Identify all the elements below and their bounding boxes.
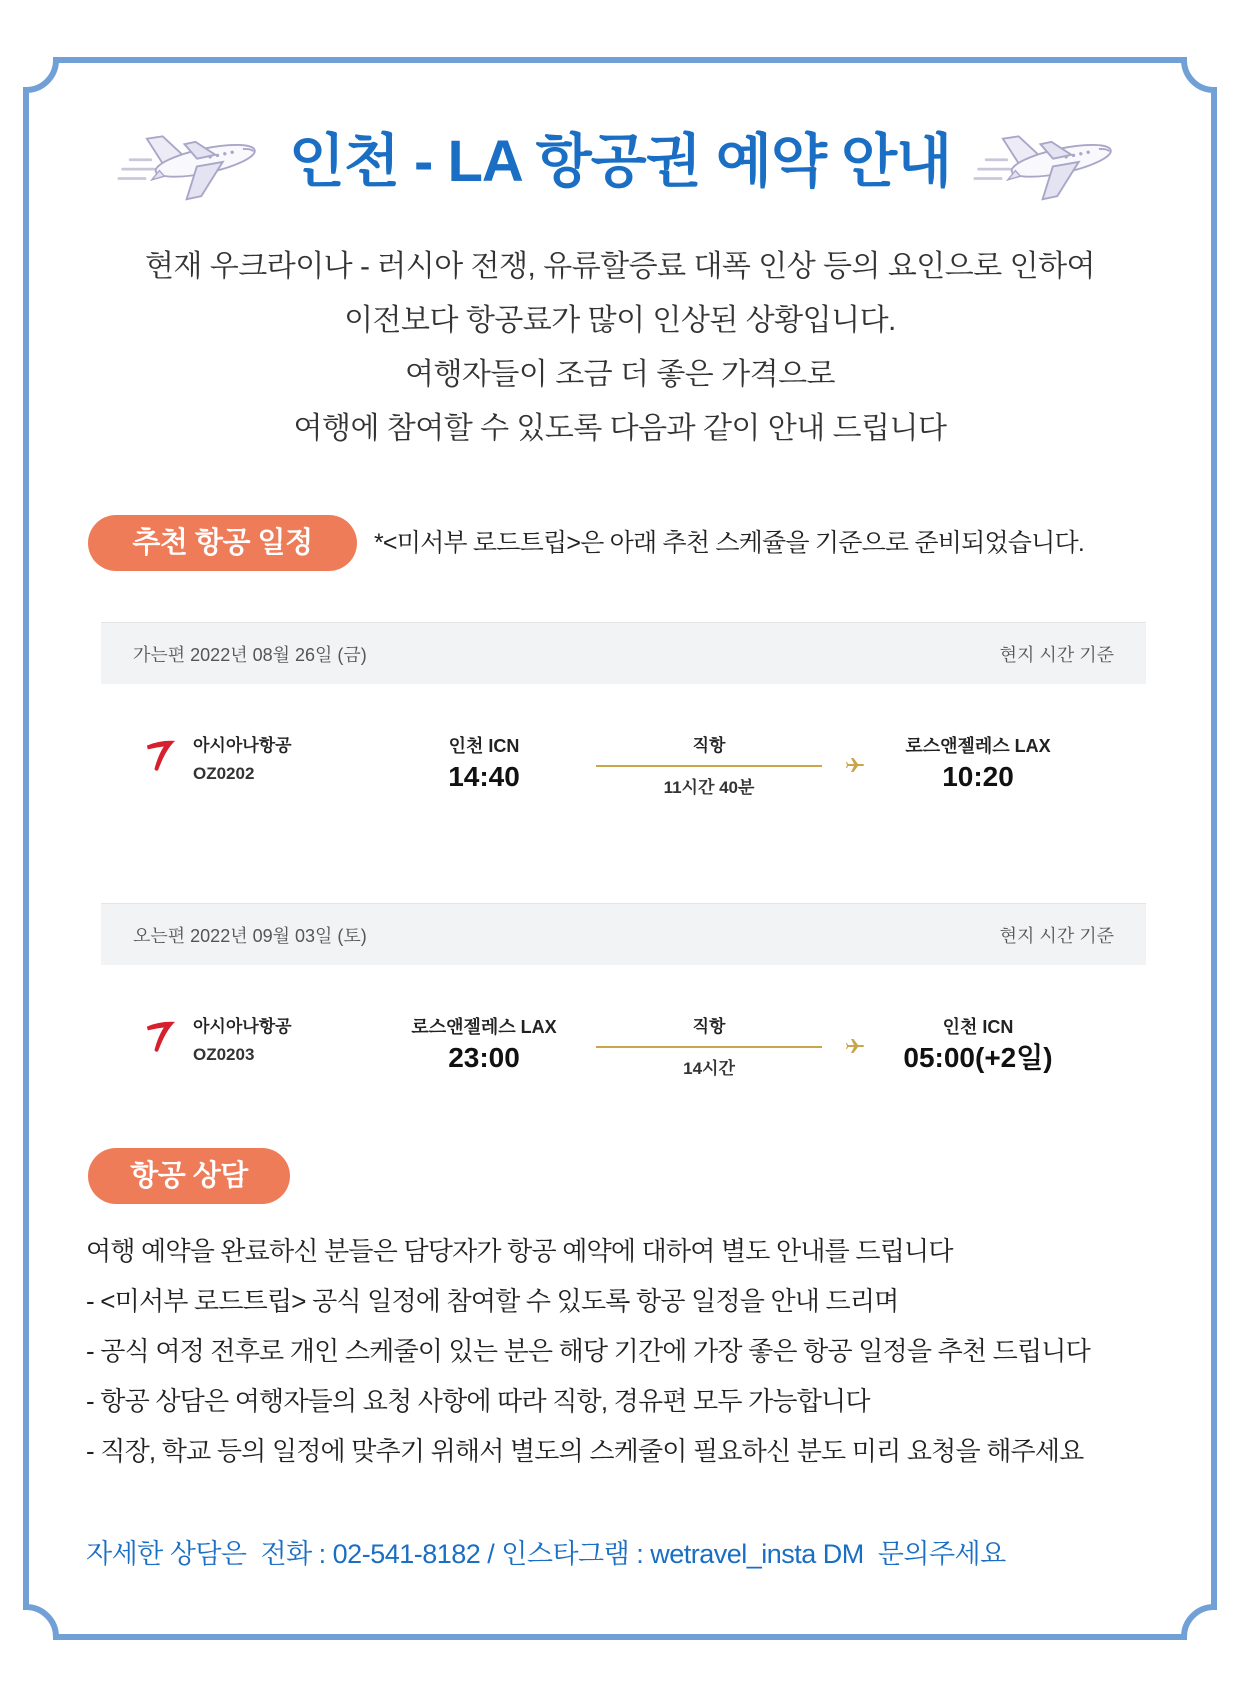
asiana-logo-icon: [145, 1019, 177, 1053]
consult-line: - 직장, 학교 등의 일정에 맞추기 위해서 별도의 스케줄이 필요하신 분도 미리 요청을 해주세요: [86, 1436, 1084, 1466]
intro-paragraph: [60, 240, 1180, 456]
consult-badge: 항공 상담: [88, 1148, 290, 1204]
airplane-illustration-right-icon: [973, 109, 1123, 203]
departure-time: 14:40: [448, 761, 520, 792]
flight-duration: 11시간 40분: [663, 778, 755, 797]
contact-footer: 자세한 상담은 전화 : 02-541-8182 / 인스타그램 : wetravel_insta DM 문의주세요: [86, 1539, 1006, 1569]
route-line: [596, 765, 822, 767]
flight-header-return: [101, 903, 1146, 965]
title-row: [60, 106, 1180, 206]
plane-icon: [846, 1036, 866, 1056]
arrival: [868, 734, 1088, 794]
flight-row-outbound: [101, 728, 1146, 816]
recommend-badge: 추천 항공 일정: [88, 515, 357, 571]
flight-date-label: 가는편 2022년 08월 26일 (금): [133, 644, 367, 665]
consult-line: 여행 예약을 완료하신 분들은 담당자가 항공 예약에 대하여 별도 안내를 드립니다: [86, 1236, 953, 1266]
recommend-note: *<미서부 로드트립>은 아래 추천 스케쥴을 기준으로 준비되었습니다.: [374, 529, 1085, 557]
airline-info: [193, 734, 373, 786]
airline-name: 아시아나항공: [193, 1017, 292, 1036]
page-title: 인천 - LA 항공권 예약 안내: [288, 129, 952, 194]
airplane-illustration-left-icon: [117, 109, 267, 203]
route-info: [596, 734, 822, 797]
flight-number: OZ0202: [193, 764, 255, 783]
arrival-time: 05:00(+2일): [903, 1042, 1053, 1073]
route-info: [596, 1015, 822, 1078]
departure-airport: 인천 ICN: [448, 736, 520, 756]
intro-line: 여행자들이 조금 더 좋은 가격으로: [404, 358, 836, 391]
plane-icon: [846, 755, 866, 775]
arrival-time: 10:20: [942, 761, 1014, 792]
arrival-airport: 인천 ICN: [942, 1017, 1014, 1037]
arrival-airport: 로스앤젤레스 LAX: [905, 736, 1051, 756]
airline-info: [193, 1015, 373, 1067]
flight-number: OZ0203: [193, 1045, 255, 1064]
consult-description: [86, 1226, 1198, 1476]
departure-airport: 로스앤젤레스 LAX: [411, 1017, 557, 1037]
flight-header-outbound: [101, 622, 1146, 684]
intro-line: 현재 우크라이나 - 러시아 전쟁, 유류할증료 대폭 인상 등의 요인으로 인하여: [144, 250, 1096, 283]
route-type: 직항: [692, 736, 726, 755]
asiana-logo-icon: [145, 738, 177, 772]
airline-name: 아시아나항공: [193, 736, 292, 755]
timezone-note: 현지 시간 기준: [999, 644, 1114, 665]
departure: [384, 1015, 584, 1075]
arrival: [868, 1015, 1088, 1075]
route-line: [596, 1046, 822, 1048]
route-type: 직항: [692, 1017, 726, 1036]
flight-date-label: 오는편 2022년 09월 03일 (토): [133, 925, 367, 946]
intro-line: 이전보다 항공료가 많이 인상된 상황입니다.: [344, 304, 896, 337]
consult-line: - 공식 여정 전후로 개인 스케줄이 있는 분은 해당 기간에 가장 좋은 항공 일정을 추천 드립니다: [86, 1336, 1090, 1366]
departure: [384, 734, 584, 794]
flight-duration: 14시간: [683, 1059, 735, 1078]
consult-line: - <미서부 로드트립> 공식 일정에 참여할 수 있도록 항공 일정을 안내 드리며: [86, 1286, 899, 1316]
flight-row-return: [101, 1009, 1146, 1097]
departure-time: 23:00: [448, 1042, 520, 1073]
timezone-note: 현지 시간 기준: [999, 925, 1114, 946]
intro-line: 여행에 참여할 수 있도록 다음과 같이 안내 드립니다: [293, 412, 947, 445]
consult-line: - 항공 상담은 여행자들의 요청 사항에 따라 직항, 경유편 모두 가능합니다: [86, 1386, 870, 1416]
